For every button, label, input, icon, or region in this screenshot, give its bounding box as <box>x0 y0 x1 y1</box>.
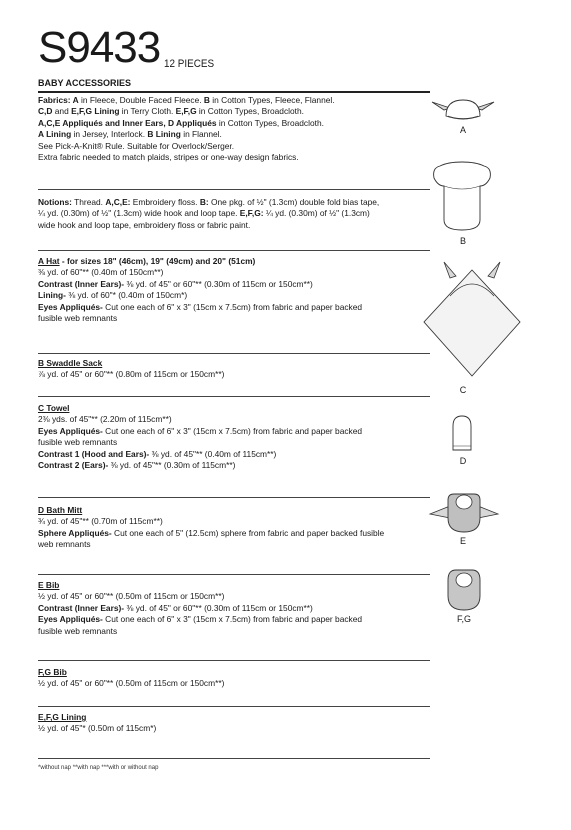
mitt-sketch-icon <box>450 414 474 452</box>
sketch-label: C <box>459 385 467 395</box>
section-c-towel: C Towel 2⅜ yds. of 45"** (2.20m of 115cm**) Eyes Appliqués- Cut one each of 6" x 3" (15cm x 7.5cm) from fabric and paper backed fusible web remnants Contrast 1 (Hood and Ears)- ⅜ yd. of 45"** (0.40m of 115cm**) Contrast 2 (Ears)- ⅜ yd. of 45"** (0.30m of 115cm**) <box>38 403 363 471</box>
sketch-label: E <box>459 536 466 546</box>
fabrics-line: Fabrics: A in Fleece, Double Faced Fleece. B in Cotton Types, Fleece, Flannel. <box>38 95 335 105</box>
section-b-swaddle: B Swaddle Sack ⅞ yd. of 45" or 60"** (0.80m of 115cm or 150cm**) <box>38 358 225 380</box>
section-title: F,G Bib <box>38 667 67 677</box>
bib-sketch-icon <box>444 568 484 612</box>
sketch-label: F,G <box>456 614 471 624</box>
fabrics-line: See Pick-A-Knit® Rule. Suitable for Overlock/Serger. <box>38 140 235 151</box>
fabrics-list <box>38 95 430 163</box>
divider <box>38 660 430 661</box>
divider <box>38 250 430 251</box>
sketch-label: B <box>459 236 466 246</box>
divider <box>38 353 430 354</box>
swaddle-sketch-icon <box>424 156 500 234</box>
section-title: B Swaddle Sack <box>38 358 103 368</box>
footnote: *without nap **with nap ***with or without nap <box>38 765 159 771</box>
section-d-mitt: D Bath Mitt ¾ yd. of 45"** (0.70m of 115cm**) Sphere Appliqués- Cut one each of 5" (12.5cm) sphere from fabric and paper backed fusible web remnants <box>38 505 385 550</box>
section-e-bib: E Bib ½ yd. of 45" or 60"** (0.50m of 115cm or 150cm**) Contrast (Inner Ears)- ⅜ yd. of 45" or 60"** (0.30m of 115cm or 150cm**) Eyes Appliqués- Cut one each of 6" x 3" (15cm x 7.5cm) from fabric and paper backed fusible web remnants <box>38 580 363 636</box>
section-title: A Hat <box>38 256 60 266</box>
fabrics-line: C,D and E,F,G Lining in Terry Cloth. E,F,G in Cotton Types, Broadcloth. <box>38 106 304 117</box>
divider <box>38 706 430 707</box>
sketch-label: D <box>459 456 467 466</box>
fabrics-line: Extra fabric needed to match plaids, stripes or one-way design fabrics. <box>38 152 299 163</box>
fabrics-block <box>38 78 430 89</box>
hat-sketch-icon <box>428 92 498 124</box>
divider <box>38 91 430 93</box>
fabrics-line: A,C,E Appliqués and Inner Ears, D Appliqués in Cotton Types, Broadcloth. <box>38 117 324 128</box>
divider <box>38 189 430 190</box>
towel-sketch-icon <box>420 252 524 384</box>
sketch-label: A <box>459 125 466 135</box>
section-title: E Bib <box>38 580 60 590</box>
divider <box>38 396 430 397</box>
section-efg-lining: E,F,G Lining ½ yd. of 45"* (0.50m of 115cm*) <box>38 712 157 734</box>
section-fg-bib: F,G Bib ½ yd. of 45" or 60"** (0.50m of 115cm or 150cm**) <box>38 667 225 689</box>
pieces-count: 12 PIECES <box>164 58 215 70</box>
section-a-hat: A Hat - for sizes 18" (46cm), 19" (49cm) and 20" (51cm) ⅜ yd. of 60"** (0.40m of 150cm**) Contrast (Inner Ears)- ⅜ yd. of 45" or 60"** (0.30m of 115cm or 150cm**) Lining- ⅜ yd. of 60"* (0.40m of 150cm*) Eyes Appliqués- Cut one each of 6" x 3" (15cm x 7.5cm) from fabric and paper backed fusible web remnants <box>38 256 363 324</box>
header <box>38 23 220 72</box>
divider <box>38 758 430 759</box>
divider <box>38 574 430 575</box>
category-title: BABY ACCESSORIES <box>38 78 132 88</box>
bib-ears-sketch-icon <box>428 490 500 534</box>
fabrics-line: A Lining in Jersey, Interlock. B Lining in Flannel. <box>38 129 222 140</box>
section-title: D Bath Mitt <box>38 505 83 515</box>
section-title: C Towel <box>38 403 70 413</box>
section-title: E,F,G Lining <box>38 712 87 722</box>
pattern-number: S9433 <box>38 23 161 72</box>
divider <box>38 497 430 498</box>
notions-block: Notions: Thread. A,C,E: Embroidery floss. B: One pkg. of ½" (1.3cm) double fold bias tape, ¼ yd. (0.30m) of ½" (1.3cm) wide hook and loop tape. E,F,G: ¼ yd. (0.30m) of ½" (1.3cm) wide hook and loop tape, embroidery floss or fabric paint. <box>38 197 380 230</box>
